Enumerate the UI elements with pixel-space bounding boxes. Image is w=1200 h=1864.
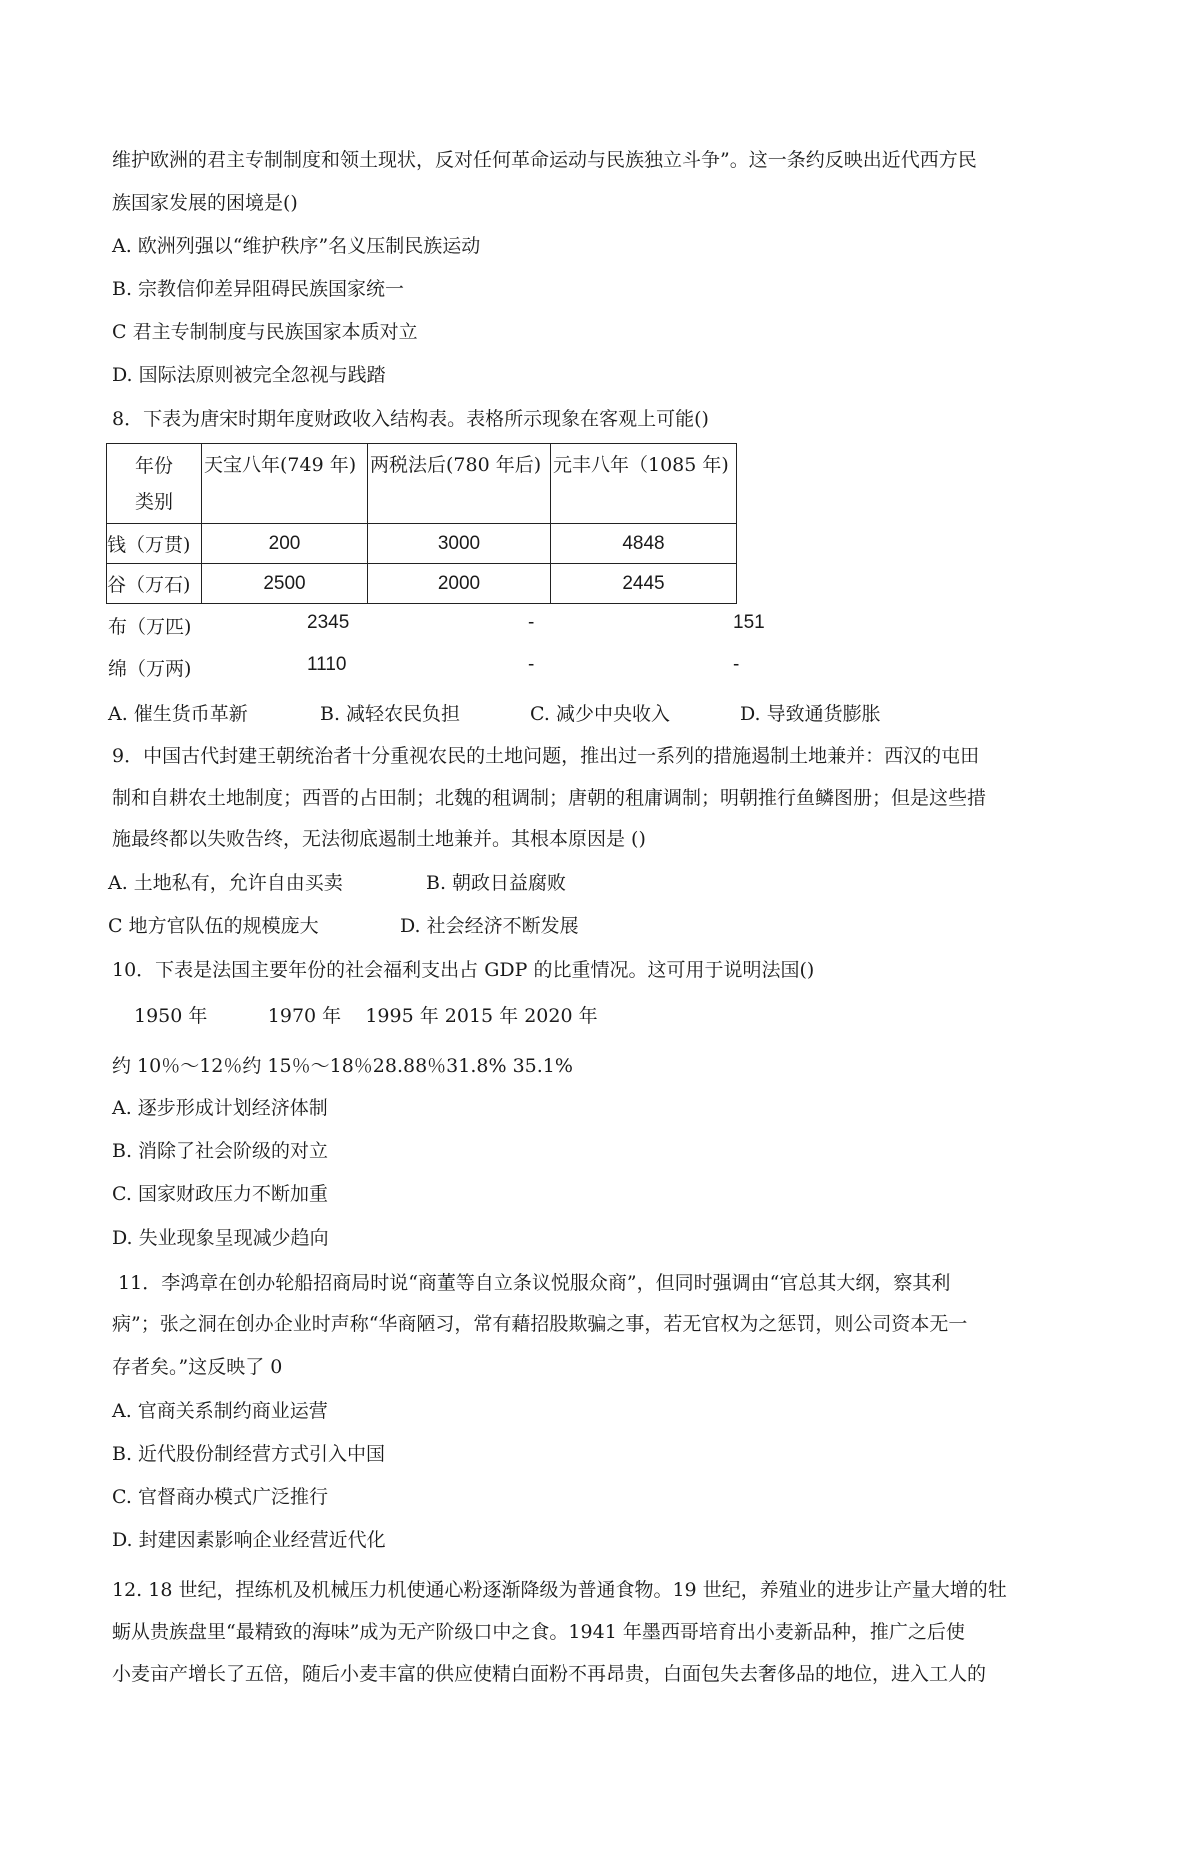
- cell-mian-tianbao: 1110: [307, 654, 347, 675]
- q10-values-row: 约 10％～12％约 15％～18％28.88％31.8% 35.1%: [112, 1055, 573, 1077]
- cell-gu-yuanfeng: 2445: [551, 564, 737, 604]
- row-label-qian: 钱（万贯): [107, 524, 202, 564]
- table-header-row: [107, 444, 737, 524]
- table-row: [107, 564, 737, 604]
- q12-stem-line-3: 小麦亩产增长了五倍，随后小麦丰富的供应使精白面粉不再昂贵，白面包失去奢侈品的地位，进入工人的: [112, 1663, 987, 1685]
- q9-option-b: B. 朝政日益腐败: [426, 872, 567, 894]
- q9-option-a: A. 土地私有，允许自由买卖: [108, 872, 343, 894]
- cell-bu-tianbao: 2345: [307, 612, 350, 633]
- cell-mian-liangshui: -: [528, 654, 535, 675]
- cell-gu-liangshui: 2000: [368, 564, 551, 604]
- q12-stem-line-1: 12. 18 世纪，捏练机及机械压力机使通心粉逐渐降级为普通食物。19 世纪，养殖业的进步让产量大增的牡: [112, 1579, 1007, 1601]
- q7-option-a: A. 欧洲列强以“维护秩序”名义压制民族运动: [112, 235, 481, 257]
- q9-option-c: C 地方官队伍的规模庞大: [108, 915, 319, 937]
- q11-option-d: D. 封建因素影响企业经营近代化: [112, 1529, 386, 1551]
- q9-stem-line-1: 9．中国古代封建王朝统治者十分重视农民的土地问题，推出过一系列的措施遏制土地兼并：西汉的屯田: [112, 745, 980, 767]
- corner-top-label: 年份: [134, 454, 173, 477]
- table-corner-cell: [107, 444, 202, 524]
- q7-option-d: D. 国际法原则被完全忽视与践踏: [112, 364, 386, 386]
- q7-option-c: C 君主专制制度与民族国家本质对立: [112, 321, 418, 343]
- cell-qian-liangshui: 3000: [368, 524, 551, 564]
- q9-option-d: D. 社会经济不断发展: [400, 915, 579, 937]
- header-liangshui: 两税法后(780 年后): [368, 444, 551, 524]
- cell-gu-tianbao: 2500: [202, 564, 368, 604]
- row-label-gu: 谷（万石): [107, 564, 202, 604]
- q10-years-row: 1950 年 1970 年 1995 年 2015 年 2020 年: [134, 1005, 598, 1027]
- q10-option-c: C. 国家财政压力不断加重: [112, 1183, 328, 1205]
- q9-stem-line-2: 制和自耕农土地制度；西晋的占田制；北魏的租调制；唐朝的租庸调制；明朝推行鱼鳞图册；但是这些措: [112, 787, 987, 809]
- q11-stem-line-2: 病”；张之洞在创办企业时声称“华商陋习，常有藉招股欺骗之事，若无官权为之惩罚，则公司资本无一: [112, 1313, 968, 1335]
- q8-option-c: C. 减少中央收入: [530, 703, 670, 725]
- q11-option-a: A. 官商关系制约商业运营: [112, 1400, 328, 1422]
- q8-revenue-table: [106, 443, 737, 604]
- cell-bu-yuanfeng: 151: [733, 612, 765, 633]
- table-row: [107, 524, 737, 564]
- corner-bottom-label: 类别: [134, 490, 173, 513]
- q11-stem-line-3: 存者矣。”这反映了 0: [112, 1356, 283, 1378]
- q10-option-a: A. 逐步形成计划经济体制: [112, 1097, 328, 1119]
- q8-option-b: B. 减轻农民负担: [320, 703, 461, 725]
- q9-stem-line-3: 施最终都以失败告终，无法彻底遏制土地兼并。其根本原因是 (): [112, 828, 646, 850]
- cell-qian-tianbao: 200: [202, 524, 368, 564]
- cell-mian-yuanfeng: -: [733, 654, 740, 675]
- q8-option-d: D. 导致通货膨胀: [740, 703, 881, 725]
- q7-option-b: B. 宗教信仰差异阻碍民族国家统一: [112, 278, 405, 300]
- q10-option-d: D. 失业现象呈现减少趋向: [112, 1227, 329, 1249]
- q11-option-c: C. 官督商办模式广泛推行: [112, 1486, 328, 1508]
- header-tianbao: 天宝八年(749 年): [202, 444, 368, 524]
- q10-option-b: B. 消除了社会阶级的对立: [112, 1140, 329, 1162]
- q7-stem-line-2: 族国家发展的困境是(): [112, 192, 298, 214]
- cell-bu-liangshui: -: [528, 612, 535, 633]
- q8-stem: 8．下表为唐宋时期年度财政收入结构表。表格所示现象在客观上可能(): [112, 408, 709, 430]
- q12-stem-line-2: 蛎从贵族盘里“最精致的海味”成为无产阶级口中之食。1941 年墨西哥培育出小麦新品种，推广之后使: [112, 1621, 965, 1643]
- header-yuanfeng: 元丰八年（1085 年): [551, 444, 737, 524]
- row-label-bu: 布（万匹): [108, 616, 192, 638]
- q11-stem-line-1: 11．李鸿章在创办轮船招商局时说“商董等自立条议悦服众商”，但同时强调由“官总其大纲，察其利: [112, 1272, 951, 1294]
- row-label-mian: 绵（万两): [108, 658, 192, 680]
- q10-stem: 10．下表是法国主要年份的社会福利支出占 GDP 的比重情况。这可用于说明法国(): [112, 959, 815, 981]
- q11-option-b: B. 近代股份制经营方式引入中国: [112, 1443, 386, 1465]
- cell-qian-yuanfeng: 4848: [551, 524, 737, 564]
- q7-stem-line-1: 维护欧洲的君主专制制度和领土现状，反对任何革命运动与民族独立斗争”。这一条约反映出近代西方民: [112, 149, 977, 171]
- q8-option-a: A. 催生货币革新: [108, 703, 248, 725]
